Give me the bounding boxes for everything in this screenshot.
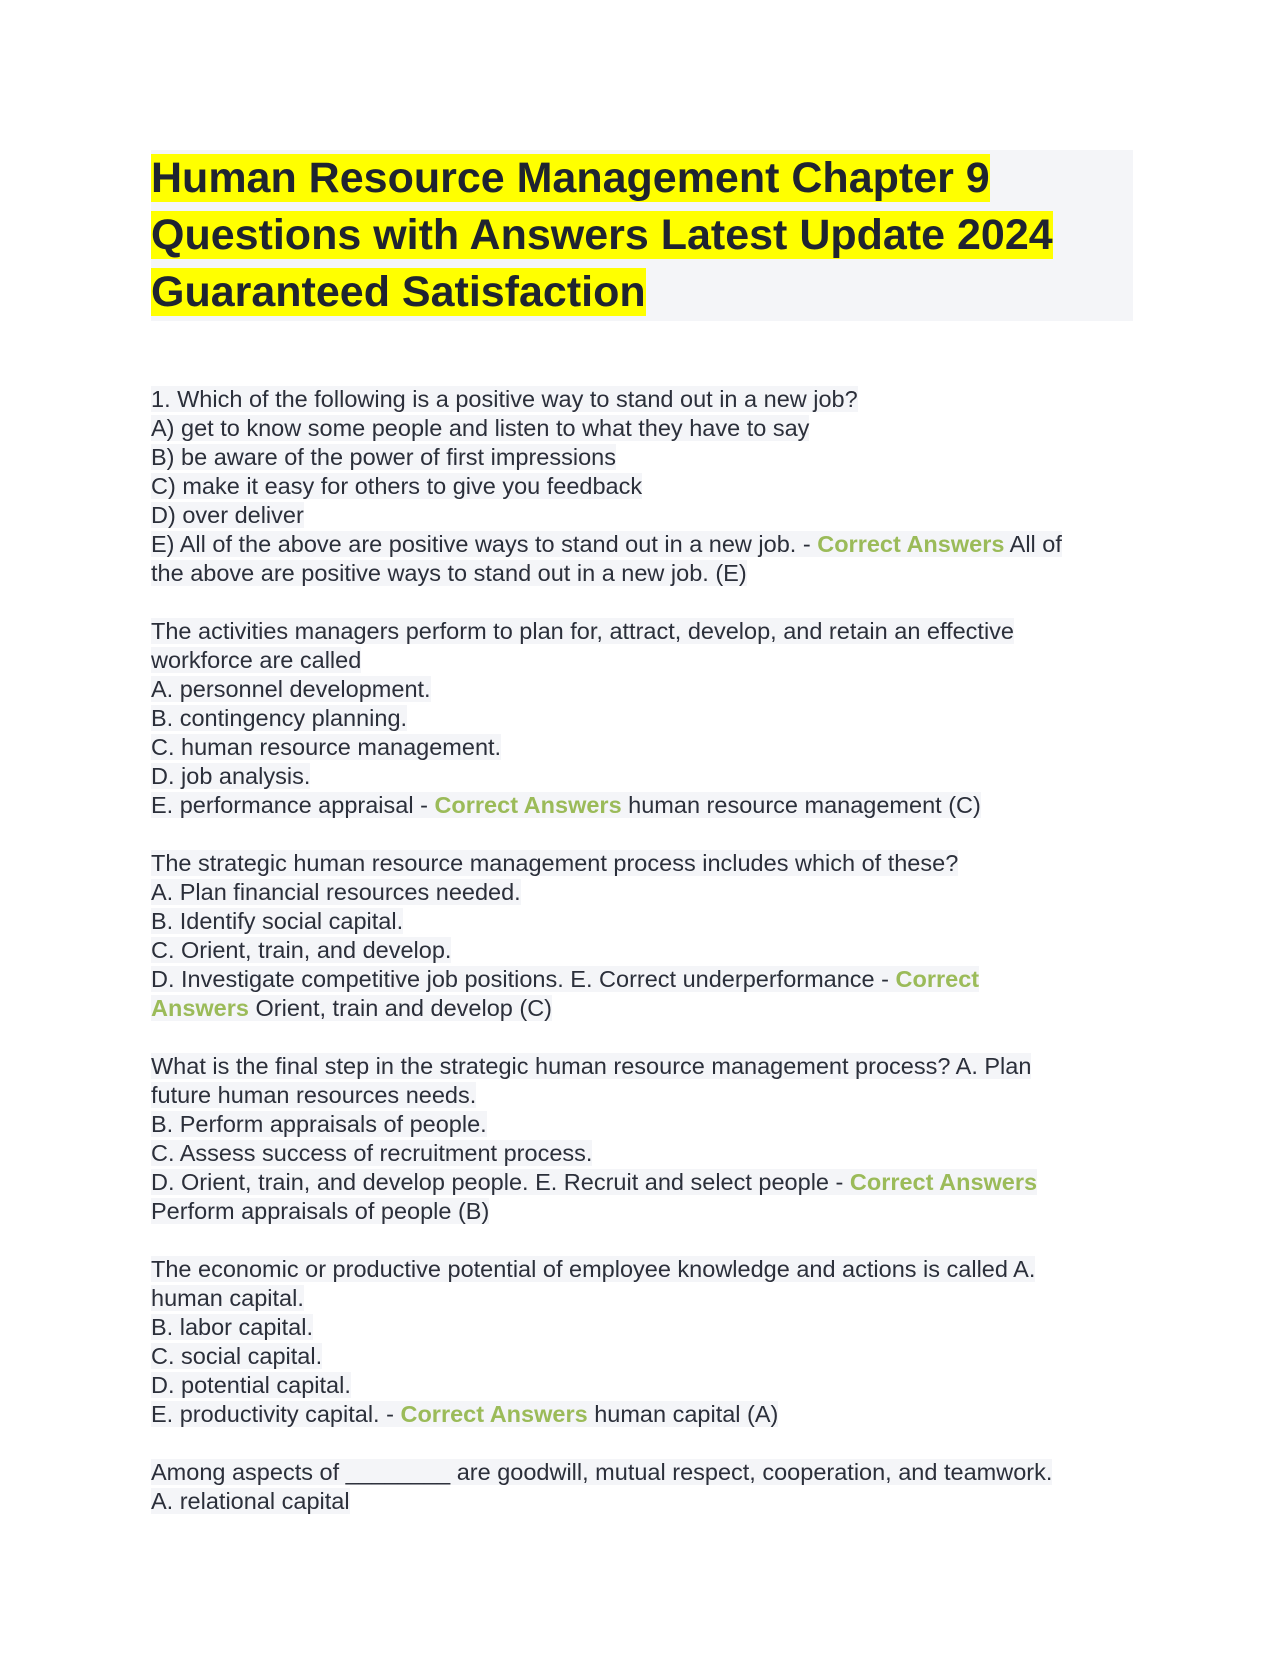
question-2-option-e: E. performance appraisal - xyxy=(151,792,435,818)
question-2 xyxy=(151,617,1133,820)
question-6-stem: Among aspects of ________ are goodwill, mutual respect, cooperation, and teamwork. xyxy=(151,1459,1053,1485)
question-1-option-a: A) get to know some people and listen to what they have to say xyxy=(151,415,810,441)
question-2-option-a: A. personnel development. xyxy=(151,676,431,702)
question-2-option-b: B. contingency planning. xyxy=(151,705,408,731)
question-6-option-a: A. relational capital xyxy=(151,1488,350,1514)
question-4-option-b: B. Perform appraisals of people. xyxy=(151,1111,487,1137)
question-3-option-b: B. Identify social capital. xyxy=(151,908,404,934)
question-5-answer: human capital (A) xyxy=(587,1401,779,1427)
question-1-stem: 1. Which of the following is a positive way to stand out in a new job? xyxy=(151,386,858,412)
question-2-answer: human resource management (C) xyxy=(621,792,981,818)
question-5-stem: The economic or productive potential of employee knowledge and actions is called A. xyxy=(151,1256,1036,1282)
question-2-option-c: C. human resource management. xyxy=(151,734,502,760)
question-4-answer: Perform appraisals of people (B) xyxy=(151,1198,490,1224)
correct-answers-label: Correct Answers xyxy=(817,531,1005,557)
correct-answers-label-part-1: Correct xyxy=(895,966,980,992)
question-1-option-c: C) make it easy for others to give you feedback xyxy=(151,473,643,499)
question-2-stem: The activities managers perform to plan for, attract, develop, and retain an effective xyxy=(151,618,1015,644)
question-1-answer-continued: the above are positive ways to stand out in a new job. (E) xyxy=(151,560,747,586)
question-1-option-d: D) over deliver xyxy=(151,502,304,528)
correct-answers-label-part-2: Answers xyxy=(151,995,249,1021)
question-6 xyxy=(151,1458,1133,1516)
question-2-option-d: D. job analysis. xyxy=(151,763,311,789)
question-5-option-c: C. social capital. xyxy=(151,1343,323,1369)
question-5 xyxy=(151,1255,1133,1429)
title-line-3: Guaranteed Satisfaction xyxy=(151,268,646,316)
question-1-option-b: B) be aware of the power of first impressions xyxy=(151,444,616,470)
correct-answers-label: Correct Answers xyxy=(434,792,622,818)
question-3-answer: Orient, train and develop (C) xyxy=(248,995,553,1021)
correct-answers-label: Correct Answers xyxy=(400,1401,588,1427)
correct-answers-label: Correct Answers xyxy=(849,1169,1038,1195)
question-5-option-b: B. labor capital. xyxy=(151,1314,313,1340)
question-1-answer: All of xyxy=(1004,531,1062,557)
question-3-stem: The strategic human resource management process includes which of these? xyxy=(151,850,959,876)
question-5-option-a-continued: human capital. xyxy=(151,1285,304,1311)
question-4-stem: What is the final step in the strategic human resource management process? A. Plan xyxy=(151,1053,1032,1079)
question-3-option-a: A. Plan financial resources needed. xyxy=(151,879,521,905)
question-3 xyxy=(151,849,1133,1023)
question-4-option-a-continued: future human resources needs. xyxy=(151,1082,477,1108)
question-4-option-d-e: D. Orient, train, and develop people. E. Recruit and select people - xyxy=(151,1169,850,1195)
question-2-stem-continued: workforce are called xyxy=(151,647,362,673)
question-3-option-d-e: D. Investigate competitive job positions. E. Correct underperformance - xyxy=(151,966,896,992)
title-block xyxy=(151,150,1133,321)
question-1-option-e: E) All of the above are positive ways to stand out in a new job. - xyxy=(151,531,818,557)
question-3-option-c: C. Orient, train, and develop. xyxy=(151,937,452,963)
question-5-option-d: D. potential capital. xyxy=(151,1372,351,1398)
question-4-option-c: C. Assess success of recruitment process. xyxy=(151,1140,593,1166)
document-title xyxy=(151,150,1133,321)
question-5-option-e: E. productivity capital. - xyxy=(151,1401,401,1427)
question-1 xyxy=(151,385,1133,588)
title-line-1: Human Resource Management Chapter 9 xyxy=(151,154,990,202)
document-page xyxy=(151,150,1133,1545)
title-line-2: Questions with Answers Latest Update 2024 xyxy=(151,211,1053,259)
question-4 xyxy=(151,1052,1133,1226)
